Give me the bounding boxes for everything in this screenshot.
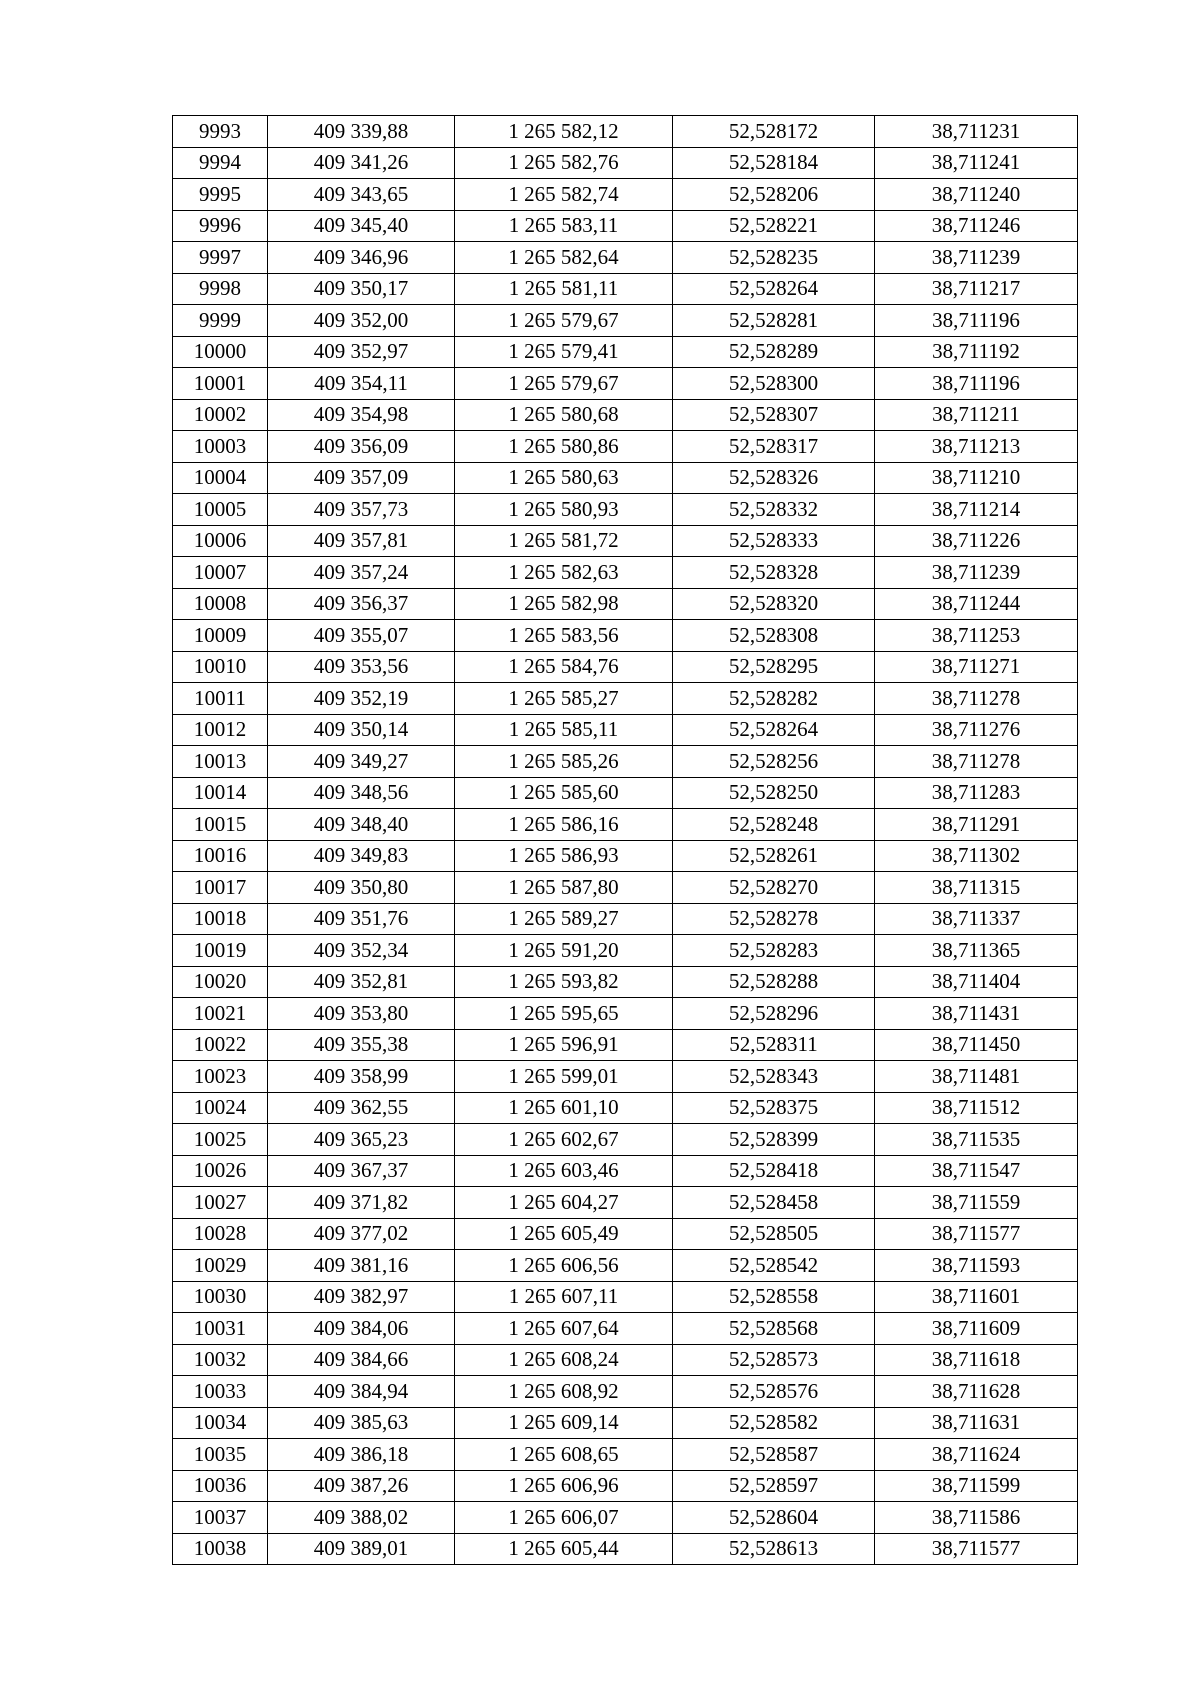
table-row: [173, 651, 1078, 683]
table-row: [173, 1250, 1078, 1282]
latitude-cell: 52,528311: [673, 1029, 875, 1061]
point-number-cell: 9995: [173, 179, 268, 211]
latitude-cell: 52,528289: [673, 336, 875, 368]
y-coordinate-cell: 1 265 608,24: [455, 1344, 673, 1376]
point-number-cell: 10012: [173, 714, 268, 746]
latitude-cell: 52,528458: [673, 1187, 875, 1219]
point-number-cell: 10004: [173, 462, 268, 494]
latitude-cell: 52,528296: [673, 998, 875, 1030]
point-number-cell: 9998: [173, 273, 268, 305]
y-coordinate-cell: 1 265 579,67: [455, 305, 673, 337]
y-coordinate-cell: 1 265 605,44: [455, 1533, 673, 1565]
longitude-cell: 38,711631: [875, 1407, 1078, 1439]
point-number-cell: 10020: [173, 966, 268, 998]
x-coordinate-cell: 409 384,94: [268, 1376, 455, 1408]
latitude-cell: 52,528256: [673, 746, 875, 778]
longitude-cell: 38,711431: [875, 998, 1078, 1030]
x-coordinate-cell: 409 346,96: [268, 242, 455, 274]
coordinate-table: [172, 115, 1078, 1565]
point-number-cell: 10033: [173, 1376, 268, 1408]
point-number-cell: 10036: [173, 1470, 268, 1502]
table-row: [173, 305, 1078, 337]
x-coordinate-cell: 409 352,81: [268, 966, 455, 998]
latitude-cell: 52,528558: [673, 1281, 875, 1313]
x-coordinate-cell: 409 352,00: [268, 305, 455, 337]
point-number-cell: 10000: [173, 336, 268, 368]
longitude-cell: 38,711211: [875, 399, 1078, 431]
y-coordinate-cell: 1 265 604,27: [455, 1187, 673, 1219]
point-number-cell: 10008: [173, 588, 268, 620]
point-number-cell: 10006: [173, 525, 268, 557]
longitude-cell: 38,711253: [875, 620, 1078, 652]
point-number-cell: 10007: [173, 557, 268, 589]
point-number-cell: 10016: [173, 840, 268, 872]
y-coordinate-cell: 1 265 607,11: [455, 1281, 673, 1313]
y-coordinate-cell: 1 265 599,01: [455, 1061, 673, 1093]
x-coordinate-cell: 409 367,37: [268, 1155, 455, 1187]
table-row: [173, 1061, 1078, 1093]
table-row: [173, 620, 1078, 652]
latitude-cell: 52,528307: [673, 399, 875, 431]
longitude-cell: 38,711601: [875, 1281, 1078, 1313]
table-row: [173, 998, 1078, 1030]
longitude-cell: 38,711239: [875, 557, 1078, 589]
y-coordinate-cell: 1 265 580,68: [455, 399, 673, 431]
longitude-cell: 38,711337: [875, 903, 1078, 935]
y-coordinate-cell: 1 265 595,65: [455, 998, 673, 1030]
y-coordinate-cell: 1 265 586,93: [455, 840, 673, 872]
y-coordinate-cell: 1 265 582,63: [455, 557, 673, 589]
x-coordinate-cell: 409 365,23: [268, 1124, 455, 1156]
point-number-cell: 10010: [173, 651, 268, 683]
x-coordinate-cell: 409 353,80: [268, 998, 455, 1030]
latitude-cell: 52,528250: [673, 777, 875, 809]
point-number-cell: 10019: [173, 935, 268, 967]
x-coordinate-cell: 409 381,16: [268, 1250, 455, 1282]
longitude-cell: 38,711278: [875, 683, 1078, 715]
latitude-cell: 52,528343: [673, 1061, 875, 1093]
x-coordinate-cell: 409 387,26: [268, 1470, 455, 1502]
x-coordinate-cell: 409 357,09: [268, 462, 455, 494]
longitude-cell: 38,711618: [875, 1344, 1078, 1376]
x-coordinate-cell: 409 350,14: [268, 714, 455, 746]
x-coordinate-cell: 409 339,88: [268, 116, 455, 148]
y-coordinate-cell: 1 265 608,65: [455, 1439, 673, 1471]
x-coordinate-cell: 409 362,55: [268, 1092, 455, 1124]
table-row: [173, 116, 1078, 148]
latitude-cell: 52,528332: [673, 494, 875, 526]
y-coordinate-cell: 1 265 601,10: [455, 1092, 673, 1124]
latitude-cell: 52,528184: [673, 147, 875, 179]
x-coordinate-cell: 409 351,76: [268, 903, 455, 935]
table-row: [173, 399, 1078, 431]
y-coordinate-cell: 1 265 582,76: [455, 147, 673, 179]
y-coordinate-cell: 1 265 606,96: [455, 1470, 673, 1502]
y-coordinate-cell: 1 265 583,56: [455, 620, 673, 652]
point-number-cell: 10014: [173, 777, 268, 809]
longitude-cell: 38,711512: [875, 1092, 1078, 1124]
y-coordinate-cell: 1 265 605,49: [455, 1218, 673, 1250]
table-row: [173, 872, 1078, 904]
table-row: [173, 1470, 1078, 1502]
longitude-cell: 38,711192: [875, 336, 1078, 368]
point-number-cell: 10032: [173, 1344, 268, 1376]
table-row: [173, 1155, 1078, 1187]
longitude-cell: 38,711276: [875, 714, 1078, 746]
point-number-cell: 10003: [173, 431, 268, 463]
x-coordinate-cell: 409 386,18: [268, 1439, 455, 1471]
longitude-cell: 38,711213: [875, 431, 1078, 463]
table-row: [173, 494, 1078, 526]
point-number-cell: 10018: [173, 903, 268, 935]
latitude-cell: 52,528582: [673, 1407, 875, 1439]
x-coordinate-cell: 409 389,01: [268, 1533, 455, 1565]
y-coordinate-cell: 1 265 582,12: [455, 116, 673, 148]
y-coordinate-cell: 1 265 582,64: [455, 242, 673, 274]
x-coordinate-cell: 409 345,40: [268, 210, 455, 242]
point-number-cell: 10025: [173, 1124, 268, 1156]
longitude-cell: 38,711246: [875, 210, 1078, 242]
point-number-cell: 10031: [173, 1313, 268, 1345]
x-coordinate-cell: 409 384,06: [268, 1313, 455, 1345]
latitude-cell: 52,528613: [673, 1533, 875, 1565]
x-coordinate-cell: 409 388,02: [268, 1502, 455, 1534]
point-number-cell: 10037: [173, 1502, 268, 1534]
point-number-cell: 10030: [173, 1281, 268, 1313]
y-coordinate-cell: 1 265 580,93: [455, 494, 673, 526]
point-number-cell: 10009: [173, 620, 268, 652]
point-number-cell: 9993: [173, 116, 268, 148]
y-coordinate-cell: 1 265 606,07: [455, 1502, 673, 1534]
point-number-cell: 10035: [173, 1439, 268, 1471]
longitude-cell: 38,711365: [875, 935, 1078, 967]
longitude-cell: 38,711302: [875, 840, 1078, 872]
x-coordinate-cell: 409 352,34: [268, 935, 455, 967]
table-row: [173, 273, 1078, 305]
latitude-cell: 52,528418: [673, 1155, 875, 1187]
table-row: [173, 840, 1078, 872]
longitude-cell: 38,711196: [875, 305, 1078, 337]
y-coordinate-cell: 1 265 606,56: [455, 1250, 673, 1282]
x-coordinate-cell: 409 343,65: [268, 179, 455, 211]
y-coordinate-cell: 1 265 585,26: [455, 746, 673, 778]
latitude-cell: 52,528587: [673, 1439, 875, 1471]
point-number-cell: 9994: [173, 147, 268, 179]
table-row: [173, 1502, 1078, 1534]
y-coordinate-cell: 1 265 591,20: [455, 935, 673, 967]
latitude-cell: 52,528576: [673, 1376, 875, 1408]
latitude-cell: 52,528505: [673, 1218, 875, 1250]
x-coordinate-cell: 409 350,17: [268, 273, 455, 305]
y-coordinate-cell: 1 265 607,64: [455, 1313, 673, 1345]
x-coordinate-cell: 409 354,11: [268, 368, 455, 400]
x-coordinate-cell: 409 355,38: [268, 1029, 455, 1061]
table-row: [173, 1344, 1078, 1376]
table-row: [173, 1376, 1078, 1408]
longitude-cell: 38,711231: [875, 116, 1078, 148]
table-row: [173, 1533, 1078, 1565]
latitude-cell: 52,528248: [673, 809, 875, 841]
latitude-cell: 52,528568: [673, 1313, 875, 1345]
table-row: [173, 179, 1078, 211]
latitude-cell: 52,528281: [673, 305, 875, 337]
longitude-cell: 38,711239: [875, 242, 1078, 274]
x-coordinate-cell: 409 348,40: [268, 809, 455, 841]
latitude-cell: 52,528172: [673, 116, 875, 148]
longitude-cell: 38,711599: [875, 1470, 1078, 1502]
latitude-cell: 52,528597: [673, 1470, 875, 1502]
point-number-cell: 9996: [173, 210, 268, 242]
x-coordinate-cell: 409 357,81: [268, 525, 455, 557]
y-coordinate-cell: 1 265 580,63: [455, 462, 673, 494]
point-number-cell: 10017: [173, 872, 268, 904]
y-coordinate-cell: 1 265 585,27: [455, 683, 673, 715]
y-coordinate-cell: 1 265 596,91: [455, 1029, 673, 1061]
latitude-cell: 52,528399: [673, 1124, 875, 1156]
table-row: [173, 683, 1078, 715]
y-coordinate-cell: 1 265 609,14: [455, 1407, 673, 1439]
x-coordinate-cell: 409 349,27: [268, 746, 455, 778]
table-row: [173, 336, 1078, 368]
y-coordinate-cell: 1 265 587,80: [455, 872, 673, 904]
table-row: [173, 368, 1078, 400]
y-coordinate-cell: 1 265 581,72: [455, 525, 673, 557]
table-row: [173, 210, 1078, 242]
y-coordinate-cell: 1 265 584,76: [455, 651, 673, 683]
x-coordinate-cell: 409 384,66: [268, 1344, 455, 1376]
x-coordinate-cell: 409 352,19: [268, 683, 455, 715]
table-row: [173, 1029, 1078, 1061]
longitude-cell: 38,711577: [875, 1218, 1078, 1250]
point-number-cell: 10015: [173, 809, 268, 841]
longitude-cell: 38,711291: [875, 809, 1078, 841]
longitude-cell: 38,711196: [875, 368, 1078, 400]
table-row: [173, 809, 1078, 841]
longitude-cell: 38,711481: [875, 1061, 1078, 1093]
y-coordinate-cell: 1 265 608,92: [455, 1376, 673, 1408]
point-number-cell: 10011: [173, 683, 268, 715]
y-coordinate-cell: 1 265 589,27: [455, 903, 673, 935]
y-coordinate-cell: 1 265 586,16: [455, 809, 673, 841]
longitude-cell: 38,711283: [875, 777, 1078, 809]
table-row: [173, 1218, 1078, 1250]
table-row: [173, 525, 1078, 557]
latitude-cell: 52,528264: [673, 714, 875, 746]
table-row: [173, 966, 1078, 998]
x-coordinate-cell: 409 354,98: [268, 399, 455, 431]
y-coordinate-cell: 1 265 602,67: [455, 1124, 673, 1156]
longitude-cell: 38,711535: [875, 1124, 1078, 1156]
x-coordinate-cell: 409 356,37: [268, 588, 455, 620]
point-number-cell: 10022: [173, 1029, 268, 1061]
longitude-cell: 38,711271: [875, 651, 1078, 683]
latitude-cell: 52,528235: [673, 242, 875, 274]
longitude-cell: 38,711210: [875, 462, 1078, 494]
longitude-cell: 38,711404: [875, 966, 1078, 998]
y-coordinate-cell: 1 265 603,46: [455, 1155, 673, 1187]
table-row: [173, 777, 1078, 809]
longitude-cell: 38,711559: [875, 1187, 1078, 1219]
x-coordinate-cell: 409 385,63: [268, 1407, 455, 1439]
table-row: [173, 588, 1078, 620]
x-coordinate-cell: 409 382,97: [268, 1281, 455, 1313]
x-coordinate-cell: 409 357,73: [268, 494, 455, 526]
point-number-cell: 10002: [173, 399, 268, 431]
table-row: [173, 431, 1078, 463]
longitude-cell: 38,711628: [875, 1376, 1078, 1408]
table-row: [173, 1407, 1078, 1439]
latitude-cell: 52,528375: [673, 1092, 875, 1124]
table-row: [173, 557, 1078, 589]
point-number-cell: 10005: [173, 494, 268, 526]
x-coordinate-cell: 409 356,09: [268, 431, 455, 463]
latitude-cell: 52,528283: [673, 935, 875, 967]
longitude-cell: 38,711577: [875, 1533, 1078, 1565]
x-coordinate-cell: 409 371,82: [268, 1187, 455, 1219]
latitude-cell: 52,528270: [673, 872, 875, 904]
point-number-cell: 10038: [173, 1533, 268, 1565]
table-row: [173, 147, 1078, 179]
x-coordinate-cell: 409 358,99: [268, 1061, 455, 1093]
latitude-cell: 52,528328: [673, 557, 875, 589]
latitude-cell: 52,528288: [673, 966, 875, 998]
table-row: [173, 1281, 1078, 1313]
latitude-cell: 52,528264: [673, 273, 875, 305]
table-row: [173, 1439, 1078, 1471]
longitude-cell: 38,711217: [875, 273, 1078, 305]
latitude-cell: 52,528326: [673, 462, 875, 494]
table-row: [173, 1092, 1078, 1124]
longitude-cell: 38,711586: [875, 1502, 1078, 1534]
longitude-cell: 38,711450: [875, 1029, 1078, 1061]
point-number-cell: 10026: [173, 1155, 268, 1187]
point-number-cell: 10001: [173, 368, 268, 400]
coordinate-table-body: [173, 116, 1078, 1565]
point-number-cell: 9999: [173, 305, 268, 337]
latitude-cell: 52,528542: [673, 1250, 875, 1282]
latitude-cell: 52,528573: [673, 1344, 875, 1376]
point-number-cell: 9997: [173, 242, 268, 274]
latitude-cell: 52,528308: [673, 620, 875, 652]
y-coordinate-cell: 1 265 585,11: [455, 714, 673, 746]
x-coordinate-cell: 409 348,56: [268, 777, 455, 809]
latitude-cell: 52,528300: [673, 368, 875, 400]
longitude-cell: 38,711241: [875, 147, 1078, 179]
point-number-cell: 10034: [173, 1407, 268, 1439]
x-coordinate-cell: 409 353,56: [268, 651, 455, 683]
y-coordinate-cell: 1 265 585,60: [455, 777, 673, 809]
latitude-cell: 52,528333: [673, 525, 875, 557]
y-coordinate-cell: 1 265 581,11: [455, 273, 673, 305]
table-row: [173, 1313, 1078, 1345]
point-number-cell: 10023: [173, 1061, 268, 1093]
y-coordinate-cell: 1 265 582,98: [455, 588, 673, 620]
table-row: [173, 714, 1078, 746]
x-coordinate-cell: 409 349,83: [268, 840, 455, 872]
longitude-cell: 38,711547: [875, 1155, 1078, 1187]
latitude-cell: 52,528221: [673, 210, 875, 242]
point-number-cell: 10027: [173, 1187, 268, 1219]
longitude-cell: 38,711278: [875, 746, 1078, 778]
x-coordinate-cell: 409 357,24: [268, 557, 455, 589]
table-row: [173, 1124, 1078, 1156]
latitude-cell: 52,528295: [673, 651, 875, 683]
longitude-cell: 38,711624: [875, 1439, 1078, 1471]
table-row: [173, 242, 1078, 274]
latitude-cell: 52,528317: [673, 431, 875, 463]
latitude-cell: 52,528320: [673, 588, 875, 620]
longitude-cell: 38,711315: [875, 872, 1078, 904]
y-coordinate-cell: 1 265 579,67: [455, 368, 673, 400]
longitude-cell: 38,711593: [875, 1250, 1078, 1282]
table-row: [173, 935, 1078, 967]
point-number-cell: 10024: [173, 1092, 268, 1124]
x-coordinate-cell: 409 350,80: [268, 872, 455, 904]
latitude-cell: 52,528282: [673, 683, 875, 715]
longitude-cell: 38,711226: [875, 525, 1078, 557]
point-number-cell: 10028: [173, 1218, 268, 1250]
x-coordinate-cell: 409 355,07: [268, 620, 455, 652]
longitude-cell: 38,711244: [875, 588, 1078, 620]
latitude-cell: 52,528261: [673, 840, 875, 872]
longitude-cell: 38,711214: [875, 494, 1078, 526]
point-number-cell: 10021: [173, 998, 268, 1030]
table-row: [173, 1187, 1078, 1219]
longitude-cell: 38,711240: [875, 179, 1078, 211]
x-coordinate-cell: 409 377,02: [268, 1218, 455, 1250]
x-coordinate-cell: 409 341,26: [268, 147, 455, 179]
y-coordinate-cell: 1 265 593,82: [455, 966, 673, 998]
longitude-cell: 38,711609: [875, 1313, 1078, 1345]
latitude-cell: 52,528604: [673, 1502, 875, 1534]
point-number-cell: 10013: [173, 746, 268, 778]
latitude-cell: 52,528206: [673, 179, 875, 211]
x-coordinate-cell: 409 352,97: [268, 336, 455, 368]
y-coordinate-cell: 1 265 583,11: [455, 210, 673, 242]
table-row: [173, 462, 1078, 494]
y-coordinate-cell: 1 265 580,86: [455, 431, 673, 463]
table-row: [173, 746, 1078, 778]
y-coordinate-cell: 1 265 579,41: [455, 336, 673, 368]
y-coordinate-cell: 1 265 582,74: [455, 179, 673, 211]
table-row: [173, 903, 1078, 935]
latitude-cell: 52,528278: [673, 903, 875, 935]
point-number-cell: 10029: [173, 1250, 268, 1282]
